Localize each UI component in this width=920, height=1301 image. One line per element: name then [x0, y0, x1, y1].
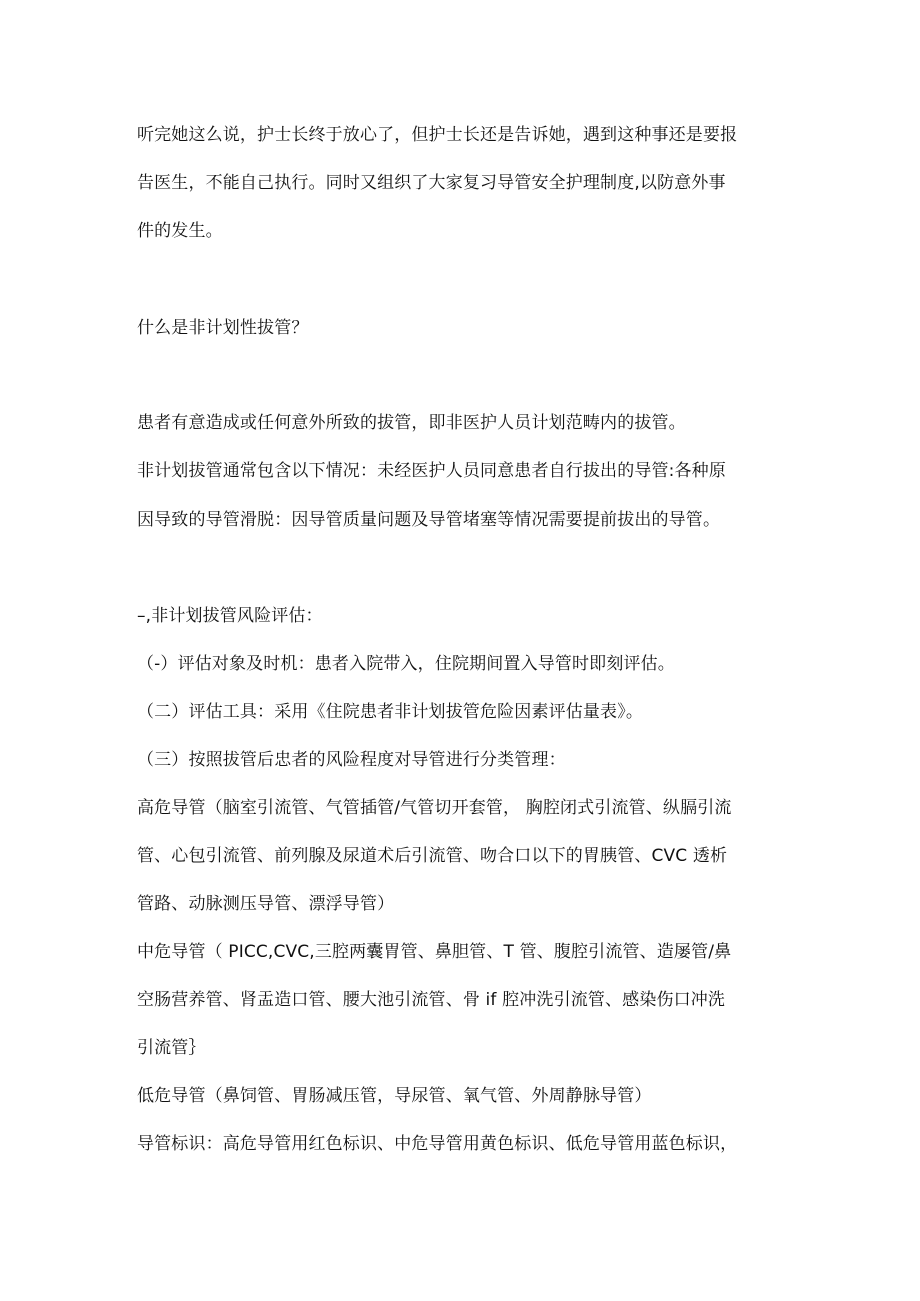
definition-line-1: 患者有意造成或任何意外所致的拔管，即非医护人员计划范畴内的拔管。 [137, 413, 686, 433]
definition-line-2: 非计划拔管通常包含以下情况：未经医护人员同意患者自行拔出的导管:各种原 [137, 461, 726, 481]
assessment-item-2: （二）评估工具：采用《住院患者非计划拔管危险因素评估量表》。 [137, 702, 643, 722]
medium-risk-line-3: 引流管｝ [137, 1038, 206, 1058]
medium-risk-line-2: 空肠营养管、肾盂造口管、腰大池引流管、骨 if 腔冲洗引流管、感染伤口冲洗 [137, 990, 726, 1010]
high-risk-line-1: 高危导管（脑室引流管、气管插管/气管切开套管， 胸腔闭式引流管、纵膈引流 [137, 798, 732, 818]
assessment-item-3: （三）按照拔管后忠者的风险程度对导管进行分类管理： [137, 750, 566, 770]
marking-line: 导管标识：高危导管用红色标识、中危导管用黄色标识、低危导管用蓝色标识， [137, 1134, 738, 1154]
section-heading: –,非计划拔管风险评估： [137, 606, 323, 626]
high-risk-line-3: 管路、动脉测压导管、漂浮导管） [137, 894, 395, 914]
low-risk-line: 低危导管（鼻饲管、胃肠减压管，导尿管、氧气管、外周静脉导管） [137, 1086, 652, 1106]
story-line-3: 件的发生。 [137, 221, 223, 241]
medium-risk-line-1: 中危导管（ PICC,CVC,三腔两囊胃管、鼻胆管、T 管、腹腔引流管、造屡管/鼻 [137, 942, 732, 962]
assessment-item-1: （-）评估对象及时机：患者入院带入，住院期间置入导管时即刻评估。 [137, 654, 675, 674]
story-line-1: 听完她这么说，护士长终于放心了，但护士长还是告诉她，遇到这种事还是要报 [137, 125, 738, 145]
story-line-2: 告医生，不能自己执行。同时又组织了大家复习导管安全护理制度,以防意外事 [137, 173, 726, 193]
high-risk-line-2: 管、心包引流管、前列腺及尿道术后引流管、吻合口以下的胃胰管、CVC 透析 [137, 846, 728, 866]
question-heading: 什么是非计划性拔管？ [137, 318, 309, 338]
definition-line-3: 因导致的导管滑脱：因导管质量问题及导管堵塞等情况需要提前拔出的导管。 [137, 510, 721, 530]
